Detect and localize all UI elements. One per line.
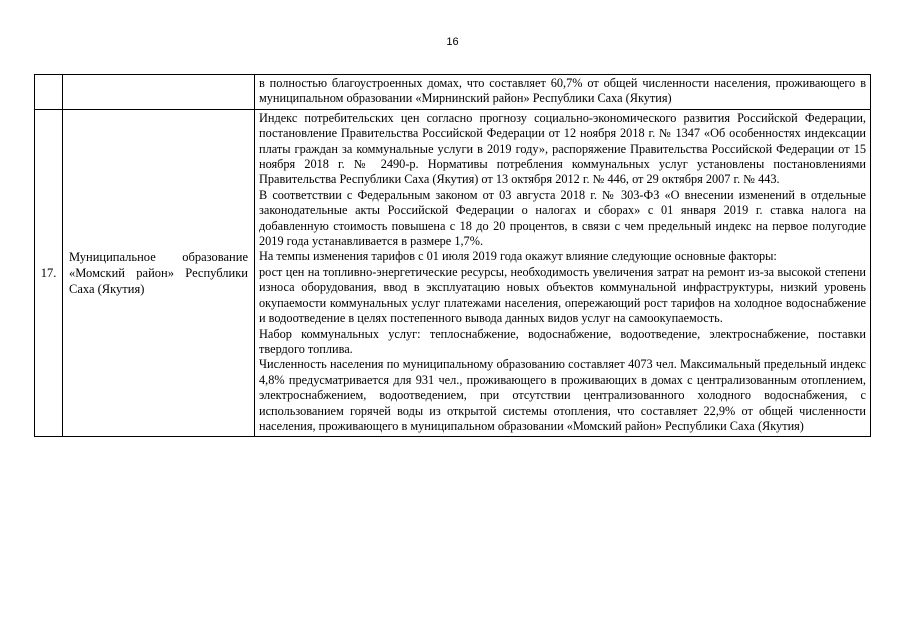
row-number-cell: 17. bbox=[35, 109, 63, 437]
description-paragraph: В соответствии с Федеральным законом от 03 августа 2018 г. № 303-ФЗ «О внесении изменений в отдельные законодательные акты Российской Федерации о налогах и сборах» с 01 января 2019 г. ставка налога на добавленную стоимость повышена с 18 до 20 процентов, в связи с чем предельный индекс на первое полугодие 2019 года устанавливается в размере 1,7%. bbox=[259, 187, 866, 249]
description-cell bbox=[255, 109, 871, 437]
description-paragraph: На темпы изменения тарифов с 01 июля 2019 года окажут влияние следующие основные факторы: bbox=[259, 249, 777, 264]
municipality-name-cell bbox=[63, 75, 255, 110]
description-paragraph: в полностью благоустроенных домах, что составляет 60,7% от общей численности населения, проживающего в муниципальном образовании «Мирнинский район» Республики Саха (Якутия) bbox=[259, 76, 866, 106]
description-cell bbox=[255, 75, 871, 110]
description-paragraph: Численность населения по муниципальному образованию составляет 4073 чел. Максимальный предельный индекс 4,8% предусматривается для 931 чел., проживающего в проживающих в домах с централизованным отоплением, электроснабжением, водоотведением, при отсутствии централизованного холодного водоснабжения, с использованием горячей воды из открытой системы отопления, что составляет 22,9% от общей численности населения, проживающего в муниципальном образовании «Момский район» Республики Саха (Якутия) bbox=[259, 357, 866, 433]
description-paragraph: Набор коммунальных услуг: теплоснабжение, водоснабжение, водоотведение, электроснабжение, поставки твердого топлива. bbox=[259, 326, 866, 356]
description-paragraph: рост цен на топливно-энергетические ресурсы, необходимость увеличения затрат на ремонт из-за высокой степени износа оборудования, ввод в эксплуатацию новых объектов коммунальной инфраструктуры, низкий уровень окупаемости коммунальных услуг платежами населения, опережающий рост тарифов на холодное водоснабжение и водоотведение в целях постепенного вывода данных видов услуг на самоокупаемость. bbox=[259, 264, 866, 326]
table-row bbox=[35, 75, 871, 110]
description-paragraph: Индекс потребительских цен согласно прогнозу социально-экономического развития Российской Федерации, постановление Правительства Российской Федерации от 12 ноября 2018 г. № 1347 «Об особенностях индексации платы граждан за коммунальные услуги в 2019 году», распоряжение Правительства Российской Федерации от 15 ноября 2018 г. № 2490-р. Нормативы потребления коммунальных услуг установлены постановлениями Правительства Республики Саха (Якутия) от 13 октября 2012 г. № 446, от 29 октября 2007 г. № 443. bbox=[259, 110, 866, 187]
row-number-cell bbox=[35, 75, 63, 110]
tariff-table bbox=[34, 74, 871, 437]
page-number: 16 bbox=[446, 36, 459, 48]
municipality-name-cell: Муниципальное образование «Момский район» Республики Саха (Якутия) bbox=[63, 109, 255, 437]
table-row bbox=[35, 109, 871, 437]
